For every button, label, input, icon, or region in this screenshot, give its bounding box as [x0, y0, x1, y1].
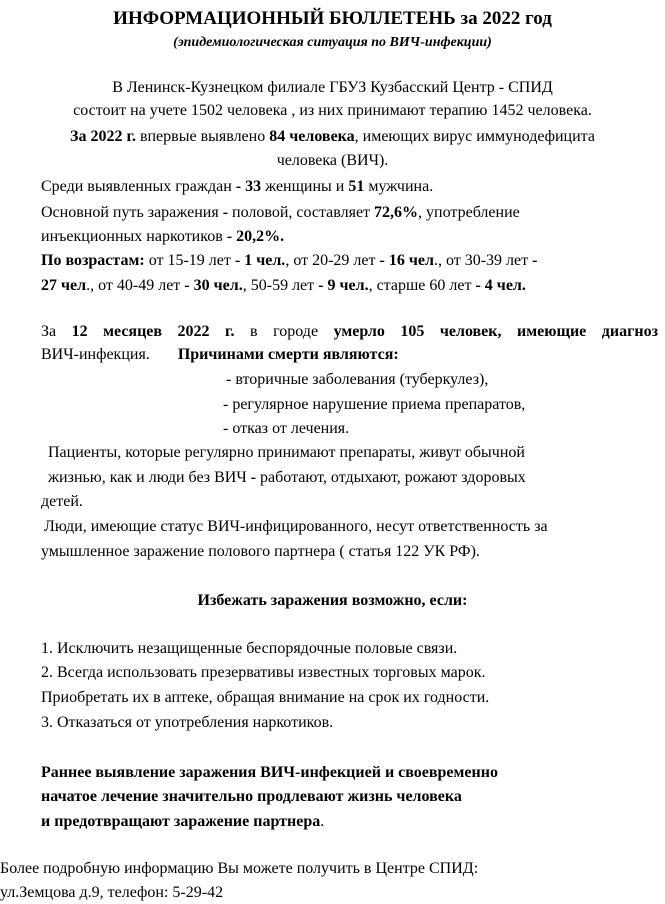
route-stats-line-2: инъекционных наркотиков - 20,2%.: [41, 228, 285, 245]
intro-year: За 2022 г.: [70, 128, 136, 145]
new-cases-count: 84 человека: [269, 128, 355, 145]
contact-line-1: Более подробную информацию Вы можете получить в Центре СПИД:: [0, 860, 479, 877]
age-stats-line-1: По возрастам: от 15-19 лет - 1 чел., от 20-29 лет - 16 чел., от 30-39 лет -: [41, 252, 538, 269]
death-cause-2: - регулярное нарушение приема препаратов,: [223, 396, 526, 413]
patients-line-1: Пациенты, которые регулярно принимают препараты, живут обычной: [48, 444, 525, 461]
gender-stats: Среди выявленных граждан - 33 женщины и 51 мужчина.: [41, 178, 434, 195]
age-stats-line-2: 27 чел., от 40-49 лет - 30 чел., 50-59 лет - 9 чел., старше 60 лет - 4 чел.: [41, 277, 526, 294]
death-cause-1: - вторичные заболевания (туберкулез),: [226, 371, 489, 388]
patients-line-2: жизнью, как и люди без ВИЧ - работают, отдыхают, рожают здоровых: [48, 469, 526, 486]
contact-address: ул.Земцова д.9, телефон: 5-29-42: [0, 884, 224, 901]
intro-line-1: В Ленинск-Кузнецком филиале ГБУЗ Кузбасский Центр - СПИД: [112, 79, 553, 96]
patients-line-3: детей.: [41, 493, 83, 510]
intro-line-2: состоит на учете 1502 человека , из них принимают терапию 1452 человека.: [73, 102, 592, 119]
death-causes-heading: Причинами смерти являются:: [177, 346, 399, 363]
deaths-line-2: ВИЧ-инфекция. Причинами смерти являются:: [41, 346, 399, 363]
prevention-item-2-detail: Приобретать их в аптеке, обращая внимание на срок их годности.: [41, 689, 490, 706]
bulletin-title: ИНФОРМАЦИОННЫЙ БЮЛЛЕТЕНЬ за 2022 год: [113, 8, 552, 29]
prevention-item-1: 1. Исключить незащищенные беспорядочные половые связи.: [41, 640, 458, 657]
deaths-line-1: За 12 месяцев 2022 г. в городе умерло 105 человек, имеющие диагноз: [41, 323, 659, 340]
bulletin-subtitle: (эпидемиологическая ситуация по ВИЧ-инфекции): [173, 35, 492, 50]
intro-line-4: человека (ВИЧ).: [276, 152, 389, 169]
responsibility-line-2: умышленное заражение полового партнера ( статья 122 УК РФ).: [41, 543, 480, 560]
route-stats-line-1: Основной путь заражения - половой, составляет 72,6%, употребление: [41, 204, 520, 221]
early-line-3: и предотвращают заражение партнера.: [41, 813, 325, 830]
early-line-2: начатое лечение значительно продлевают жизнь человека: [41, 788, 462, 805]
early-line-1: Раннее выявление заражения ВИЧ-инфекцией и своевременно: [41, 764, 498, 781]
intro-line-3: За 2022 г. впервые выявлено 84 человека, имеющих вирус иммунодефицита: [70, 128, 595, 145]
prevention-item-2: 2. Всегда использовать презервативы известных торговых марок.: [41, 664, 486, 681]
prevention-heading: Избежать заражения возможно, если:: [197, 592, 468, 609]
prevention-item-3: 3. Отказаться от употребления наркотиков.: [41, 714, 334, 731]
death-cause-3: - отказ от лечения.: [223, 420, 350, 437]
responsibility-line-1: Люди, имеющие статус ВИЧ-инфицированного, несут ответственность за: [44, 518, 548, 535]
